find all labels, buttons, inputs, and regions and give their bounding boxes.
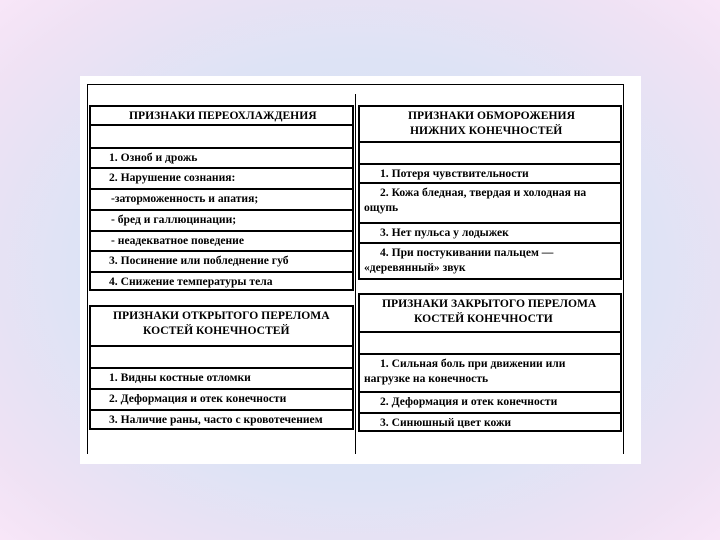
closed-fracture-title-line1: ПРИЗНАКИ ЗАКРЫТОГО ПЕРЕЛОМА — [382, 297, 597, 310]
page-border-left — [87, 84, 88, 454]
document-sheet — [80, 76, 641, 464]
frostbite-blank-row — [360, 143, 620, 165]
list-item: 2. Деформация и отек конечности — [91, 390, 352, 411]
hypothermia-title: ПРИЗНАКИ ПЕРЕОХЛАЖДЕНИЯ — [129, 109, 317, 122]
page-border-top — [87, 84, 624, 85]
list-item: 1. Озноб и дрожь — [91, 149, 352, 169]
closed-fracture-blank-row — [360, 333, 620, 355]
list-item: 3. Посинение или побледнение губ — [91, 252, 352, 273]
page-border-right — [623, 84, 624, 454]
list-item: 2. Деформация и отек конечности — [360, 393, 620, 414]
frostbite-title-line2: НИЖНИХ КОНЕЧНОСТЕЙ — [410, 124, 563, 137]
open-fracture-title-line1: ПРИЗНАКИ ОТКРЫТОГО ПЕРЕЛОМА — [113, 309, 330, 322]
frostbite-table — [358, 105, 622, 280]
list-item: 3. Нет пульса у лодыжек — [360, 224, 620, 244]
column-divider — [355, 94, 356, 454]
list-item: - бред и галлюцинации; — [91, 211, 352, 232]
list-item: - неадекватное поведение — [91, 232, 352, 252]
list-item: 3. Синюшный цвет кожи — [380, 416, 512, 429]
open-fracture-title-row — [91, 307, 352, 347]
hypothermia-blank-row — [91, 126, 352, 149]
open-fracture-table — [89, 305, 354, 430]
list-item: 1. Потеря чувствительности — [360, 165, 620, 184]
list-item: 1. Видны костные отломки — [91, 369, 352, 390]
list-item: -заторможенность и апатия; — [91, 190, 352, 211]
hypothermia-title-row — [91, 107, 352, 126]
list-item: 2. Кожа бледная, твердая и холодная на ощупь — [360, 184, 620, 224]
hypothermia-table — [89, 105, 354, 291]
open-fracture-title-line2: КОСТЕЙ КОНЕЧНОСТЕЙ — [143, 324, 290, 337]
list-item: 2. Нарушение сознания: — [91, 169, 352, 190]
list-item: 3. Наличие раны, часто с кровотечением — [109, 413, 323, 426]
closed-fracture-table — [358, 293, 622, 432]
list-item: 1. Сильная боль при движении или нагрузке на конечность — [360, 355, 620, 393]
list-item: 4. При постукивании пальцем — «деревянный» звук — [364, 246, 554, 274]
open-fracture-blank-row — [91, 347, 352, 369]
closed-fracture-title-line2: КОСТЕЙ КОНЕЧНОСТИ — [414, 312, 553, 325]
list-item: 4. Снижение температуры тела — [109, 275, 273, 288]
frostbite-title-line1: ПРИЗНАКИ ОБМОРОЖЕНИЯ — [408, 109, 575, 122]
closed-fracture-title-row — [360, 295, 620, 333]
frostbite-title-row — [360, 107, 620, 143]
